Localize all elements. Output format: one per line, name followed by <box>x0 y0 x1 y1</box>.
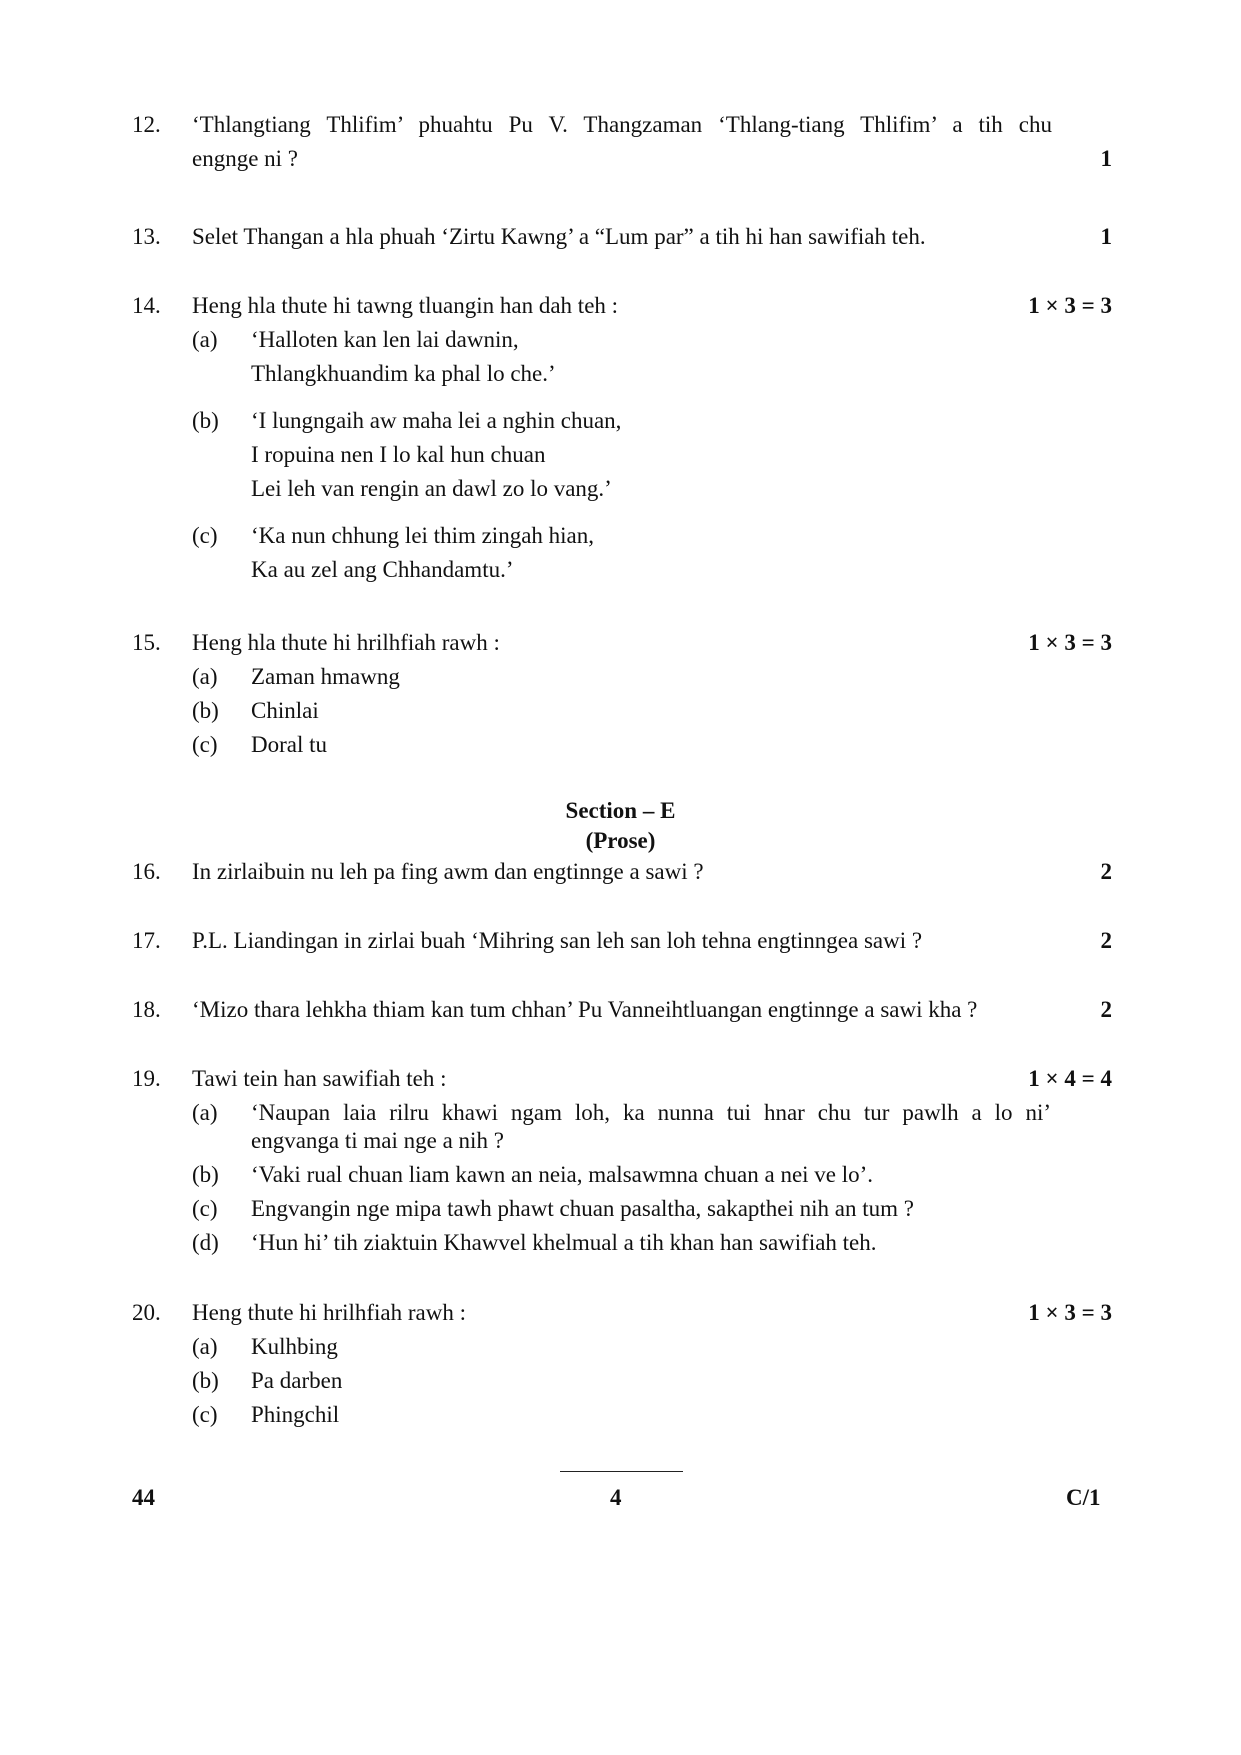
sub-label: (c) <box>192 1196 218 1221</box>
question-number: 20. <box>132 1300 161 1325</box>
question-16 <box>132 855 1112 889</box>
sub-question-b <box>192 1364 1112 1398</box>
sub-question-c <box>192 728 1112 762</box>
question-17 <box>132 924 1112 958</box>
question-text-line: ‘Thlangtiang Thlifim’ phuahtu Pu V. Thangzaman ‘Thlang-tiang Thlifim’ a tih chu <box>192 112 1052 137</box>
question-text: Heng hla thute hi tawng tluangin han dah teh : <box>192 293 619 318</box>
sub-label: (a) <box>192 327 218 352</box>
question-marks: 1 × 3 = 3 <box>1028 1300 1112 1325</box>
sub-text: ‘Hun hi’ tih ziaktuin Khawvel khelmual a tih khan han sawifiah teh. <box>251 1230 877 1255</box>
question-marks: 2 <box>1100 928 1112 953</box>
question-15 <box>132 626 1112 762</box>
section-title: Section – E <box>565 798 676 823</box>
question-text: ‘Mizo thara lehkha thiam kan tum chhan’ Pu Vanneihtluangan engtinnge a sawi kha ? <box>192 997 978 1022</box>
sub-question-d <box>192 1226 1112 1260</box>
question-text: Selet Thangan a hla phuah ‘Zirtu Kawng’ a “Lum par” a tih hi han sawifiah teh. <box>192 224 926 249</box>
section-heading <box>0 796 1241 856</box>
verse-line: Lei leh van rengin an dawl zo lo vang.’ <box>251 476 612 501</box>
sub-label: (a) <box>192 1100 218 1125</box>
sub-text: Zaman hmawng <box>251 664 400 689</box>
verse-line: ‘Ka nun chhung lei thim zingah hian, <box>251 523 595 548</box>
sub-text-line: ‘Naupan laia rilru khawi ngam loh, ka nunna tui hnar chu tur pawlh a lo ni’ <box>251 1100 1051 1125</box>
footer-left-code: 44 <box>132 1485 155 1510</box>
sub-label: (a) <box>192 664 218 689</box>
question-text: Tawi tein han sawifiah teh : <box>192 1066 447 1091</box>
question-20 <box>132 1296 1112 1432</box>
sub-question-c <box>192 1192 1112 1226</box>
sub-question-b <box>192 694 1112 728</box>
sub-question-c <box>192 519 1112 587</box>
verse-line: I ropuina nen I lo kal hun chuan <box>251 442 546 467</box>
sub-label: (b) <box>192 1368 219 1393</box>
question-13 <box>132 220 1112 254</box>
question-12 <box>132 108 1112 176</box>
question-number: 18. <box>132 997 161 1022</box>
question-text: In zirlaibuin nu leh pa fing awm dan engtinnge a sawi ? <box>192 859 704 884</box>
question-14 <box>132 289 1112 587</box>
sub-text: Phingchil <box>251 1402 340 1427</box>
sub-text: Kulhbing <box>251 1334 338 1359</box>
sub-label: (a) <box>192 1334 218 1359</box>
question-text: P.L. Liandingan in zirlai buah ‘Mihring san leh san loh tehna engtinngea sawi ? <box>192 928 923 953</box>
sub-label: (b) <box>192 698 219 723</box>
verse-line: Thlangkhuandim ka phal lo che.’ <box>251 361 556 386</box>
question-18 <box>132 993 1112 1027</box>
sub-label: (b) <box>192 408 219 433</box>
sub-question-a <box>192 1330 1112 1364</box>
section-subtitle: (Prose) <box>585 828 656 853</box>
question-number: 14. <box>132 293 161 318</box>
question-marks: 1 <box>1100 224 1112 249</box>
question-number: 19. <box>132 1066 161 1091</box>
question-number: 12. <box>132 112 161 137</box>
page-number: 4 <box>610 1485 622 1510</box>
question-text-line: engnge ni ? <box>192 146 299 171</box>
sub-question-c <box>192 1398 1112 1432</box>
sub-text-line: engvanga ti mai nge a nih ? <box>251 1128 504 1153</box>
question-text: Heng thute hi hrilhfiah rawh : <box>192 1300 467 1325</box>
question-number: 17. <box>132 928 161 953</box>
sub-text: Doral tu <box>251 732 328 757</box>
sub-question-b <box>192 1158 1112 1192</box>
sub-text: Pa darben <box>251 1368 343 1393</box>
question-number: 15. <box>132 630 161 655</box>
verse-line: Ka au zel ang Chhandamtu.’ <box>251 557 514 582</box>
question-marks: 1 × 4 = 4 <box>1028 1066 1112 1091</box>
question-number: 13. <box>132 224 161 249</box>
sub-text: Engvangin nge mipa tawh phawt chuan pasaltha, sakapthei nih an tum ? <box>251 1196 914 1221</box>
verse-line: ‘I lungngaih aw maha lei a nghin chuan, <box>251 408 622 433</box>
sub-question-a <box>192 1096 1112 1158</box>
question-marks: 2 <box>1100 997 1112 1022</box>
question-marks: 1 <box>1100 146 1112 171</box>
sub-question-a <box>192 660 1112 694</box>
question-marks: 1 × 3 = 3 <box>1028 630 1112 655</box>
sub-label: (b) <box>192 1162 219 1187</box>
question-marks: 1 × 3 = 3 <box>1028 293 1112 318</box>
end-rule <box>560 1471 683 1472</box>
question-text: Heng hla thute hi hrilhfiah rawh : <box>192 630 500 655</box>
sub-label: (c) <box>192 1402 218 1427</box>
sub-text: ‘Vaki rual chuan liam kawn an neia, malsawmna chuan a nei ve lo’. <box>251 1162 874 1187</box>
sub-question-a <box>192 323 1112 391</box>
sub-text: Chinlai <box>251 698 319 723</box>
question-number: 16. <box>132 859 161 884</box>
sub-label: (d) <box>192 1230 219 1255</box>
verse-line: ‘Halloten kan len lai dawnin, <box>251 327 519 352</box>
sub-label: (c) <box>192 523 218 548</box>
footer-right-code: C/1 <box>1066 1485 1101 1510</box>
sub-label: (c) <box>192 732 218 757</box>
question-marks: 2 <box>1100 859 1112 884</box>
sub-question-b <box>192 404 1112 506</box>
question-19 <box>132 1062 1112 1260</box>
